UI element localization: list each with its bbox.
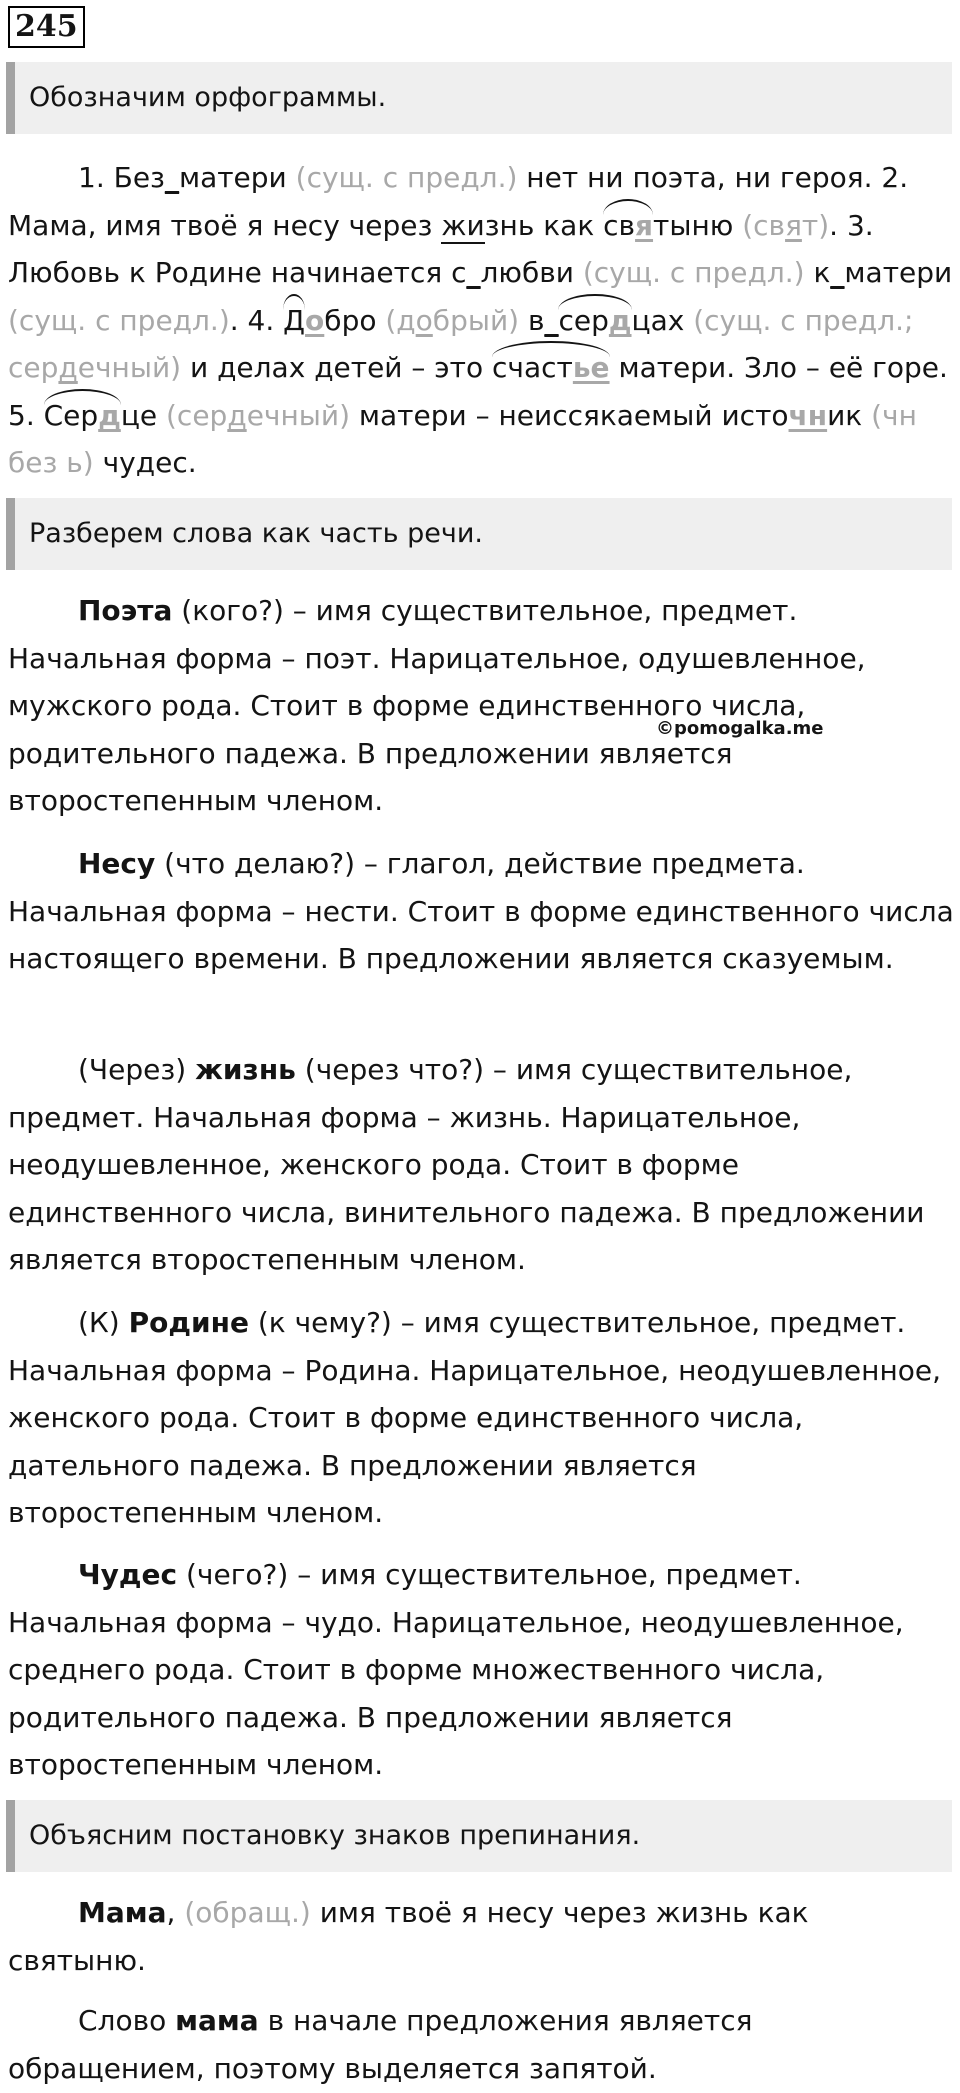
section-heading-parts-of-speech: Разберем слова как часть речи. — [6, 498, 952, 570]
orthogram-paragraph: 1. Без_матери (сущ. с предл.) нет ни поэта, ни героя. 2. Мама, имя твоё я несу через жизнь как святыню (свят). 3. Любовь к Родине начинается с_любви (сущ. с предл.) к_матери (сущ. с предл.). 4. Добро (добрый) в_сердцах (сущ. с предл.; сердечный) и делах детей – это счастье матери. Зло – её горе. 5. Сердце (сердечный) матери – неиссякаемый источник (чн без ь) чудес. — [8, 161, 953, 479]
exercise-number: 245 — [8, 6, 85, 48]
watermark: ©pomogalka.me — [656, 718, 824, 739]
parse-rodine: (К) Родине (к чему?) – имя существительное, предмет. Начальная форма – Родина. Нарицательное, неодушевленное, женского рода. Стоит в форме единственного числа, дательного падежа. В предложении является второстепенным членом. — [8, 1306, 942, 1529]
parse-chudes: Чудес (чего?) – имя существительное, предмет. Начальная форма – чудо. Нарицательное, неодушевленное, среднего рода. Стоит в форме множественного числа, родительного падежа. В предложении является второстепенным членом. — [8, 1558, 904, 1781]
parse-poeta: Поэта (кого?) – имя существительное, предмет. Начальная форма – поэт. Нарицательное, одушевленное, мужского рода. Стоит в форме единственного числа, родительного падежа. В предложении является второстепенным членом. — [8, 594, 866, 817]
parse-zhizn: (Через) жизнь (через что?) – имя существительное, предмет. Начальная форма – жизнь. Нарицательное, неодушевленное, женского рода. Стоит в форме единственного числа, винительного падежа. В предложении является второстепенным членом. — [8, 1053, 925, 1276]
punct-quote: Мама, (обращ.) имя твоё я несу через жизнь как святыню. — [8, 1896, 809, 1977]
punct-explanation: Слово мама в начале предложения является обращением, поэтому выделяется запятой. — [8, 2004, 753, 2085]
section-heading-punctuation: Объясним постановку знаков препинания. — [6, 1800, 952, 1872]
parse-nesu: Несу (что делаю?) – глагол, действие предмета. Начальная форма – нести. Стоит в форме единственного числа настоящего времени. В предложении является сказуемым. — [8, 847, 954, 975]
section-heading-orthograms: Обозначим орфограммы. — [6, 62, 952, 134]
